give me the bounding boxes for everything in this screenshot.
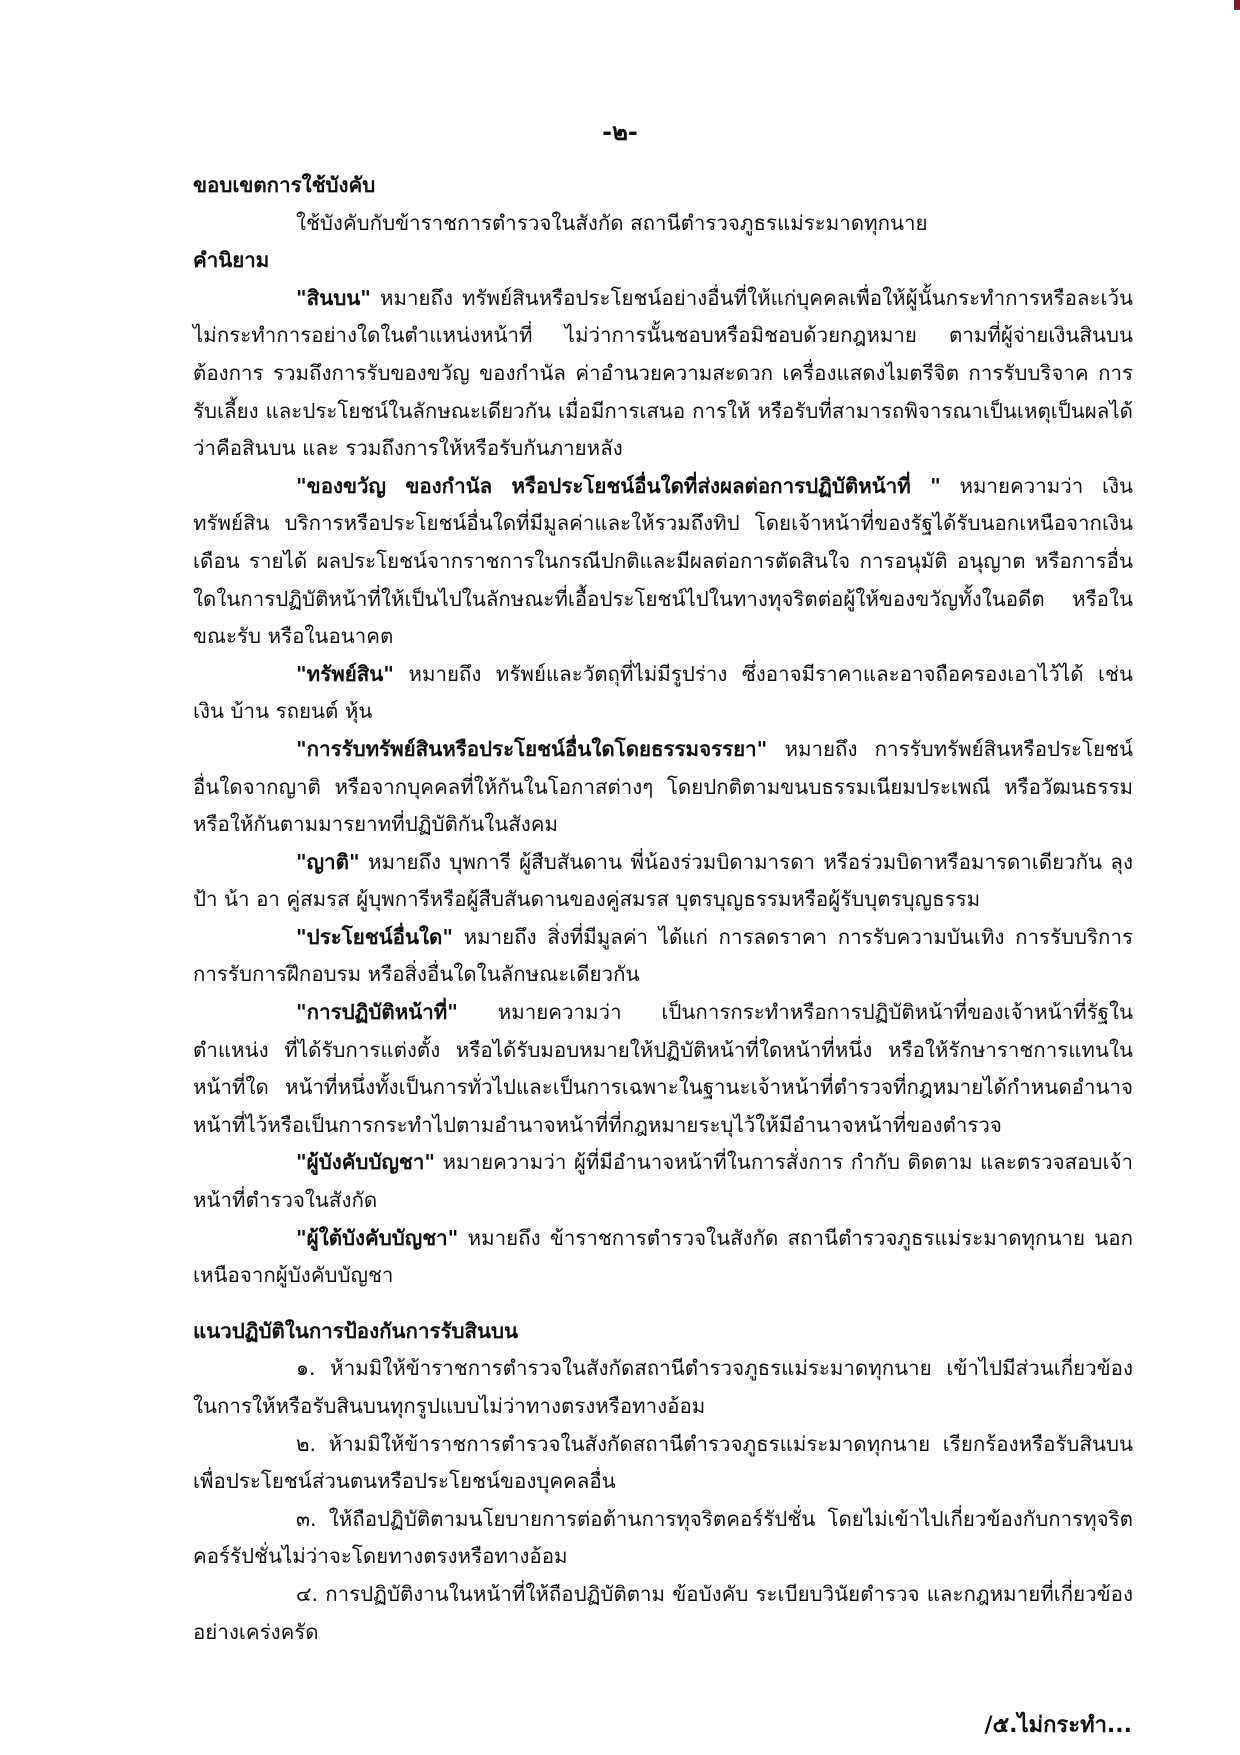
definition-item xyxy=(193,1144,1133,1219)
definition-term: "ญาติ" xyxy=(296,849,360,874)
definition-item xyxy=(193,731,1133,844)
definition-text: หมายถึง ทรัพย์และวัตถุที่ไม่มีรูปร่าง ซึ่งอาจมีราคาและอาจถือครองเอาไว้ได้ เช่น เงิน บ้าน รถยนต์ หุ้น xyxy=(193,661,1133,724)
guideline-item: ๑. ห้ามมิให้ข้าราชการตำรวจในสังกัดสถานีตำรวจภูธรแม่ระมาดทุกนาย เข้าไปมีส่วนเกี่ยวข้องในการให้หรือรับสินบนทุกรูปแบบไม่ว่าทางตรงหรือทางอ้อม xyxy=(193,1356,1133,1418)
guideline-item: ๓. ให้ถือปฏิบัติตามนโยบายการต่อต้านการทุจริตคอร์รัปชั่น โดยไม่เข้าไปเกี่ยวข้องกับการทุจริตคอร์รัปชั่นไม่ว่าจะโดยทางตรงหรือทางอ้อม xyxy=(193,1506,1133,1569)
definition-text: หมายความว่า เป็นการกระทำหรือการปฏิบัติหน้าที่ของเจ้าหน้าที่รัฐในตำแหน่ง ที่ได้รับการแต่งตั้ง หรือได้รับมอบหมายให้ปฏิบัติหน้าที่ใดหน้าที่หนึ่ง หรือให้รักษาราชการแทนในหน้าที่ใด หน้าที่หนึ่งทั้งเป็นการทั่วไปและเป็นการเฉพาะในฐานะเจ้าหน้าที่ตำรวจที่กฎหมายได้กำหนดอำนาจหน้าที่ไว้หรือเป็นการกระทำไปตามอำนาจหน้าที่ที่กฎหมายระบุไว้ให้มีอำนาจหน้าที่ของตำรวจ xyxy=(193,1000,1133,1137)
guidelines-heading: แนวปฏิบัติในการป้องกันการรับสินบน xyxy=(193,1318,519,1343)
guideline-item: ๔. การปฏิบัติงานในหน้าที่ให้ถือปฏิบัติตาม ข้อบังคับ ระเบียบวินัยตำรวจ และกฎหมายที่เกี่ยวข้องอย่างเคร่งครัด xyxy=(193,1581,1133,1644)
definition-text: หมายถึง การรับทรัพย์สินหรือประโยชน์อื่นใดจากญาติ หรือจากบุคคลที่ให้กันในโอกาสต่างๆ โดยปกติตามขนบธรรมเนียมประเพณี หรือวัฒนธรรม หรือให้กันตามมารยาทที่ปฏิบัติกันในสังคม xyxy=(193,736,1133,837)
definition-item xyxy=(193,656,1133,731)
definition-term: "ผู้บังคับบัญชา" xyxy=(296,1150,436,1175)
definition-term: "การรับทรัพย์สินหรือประโยชน์อื่นใดโดยธรรมจรรยา" xyxy=(296,736,768,761)
guideline-item: ๒. ห้ามมิให้ข้าราชการตำรวจในสังกัดสถานีตำรวจภูธรแม่ระมาดทุกนาย เรียกร้องหรือรับสินบนเพื่อประโยชน์ส่วนตนหรือประโยชน์ของบุคคลอื่น xyxy=(193,1431,1133,1494)
continuation-reference: /๕.ไม่กระทำ... xyxy=(984,1713,1132,1738)
definition-item xyxy=(193,468,1133,656)
definition-item xyxy=(193,1220,1133,1295)
corner-mark xyxy=(1234,0,1240,10)
document-body xyxy=(193,167,1133,1651)
definition-term: "ผู้ใต้บังคับบัญชา" xyxy=(296,1225,459,1250)
section-spacer xyxy=(193,1295,1133,1313)
definition-text: หมายความว่า ผู้ที่มีอำนาจหน้าที่ในการสั่งการ กำกับ ติดตาม และตรวจสอบเจ้าหน้าที่ตำรวจในสังกัด xyxy=(193,1150,1133,1213)
definition-text: หมายความว่า เงินทรัพย์สิน บริการหรือประโยชน์อื่นใดที่มีมูลค่าและให้รวมถึงทิป โดยเจ้าหน้าที่ของรัฐได้รับนอกเหนือจากเงินเดือน รายได้ ผลประโยชน์จากราชการในกรณีปกติและมีผลต่อการตัดสินใจ การอนุมัติ อนุญาต หรือการอื่นใดในการปฏิบัติหน้าที่ให้เป็นไปในลักษณะที่เอื้อประโยชน์ไปในทางทุจริตต่อผู้ให้ของขวัญทั้งในอดีต หรือในขณะรับ หรือในอนาคต xyxy=(193,473,1133,649)
definition-text: หมายถึง ทรัพย์สินหรือประโยชน์อย่างอื่นที่ให้แก่บุคคลเพื่อให้ผู้นั้นกระทำการหรือละเว้นไม่กระทำการอย่างใดในตำแหน่งหน้าที่ ไม่ว่าการนั้นชอบหรือมิชอบด้วยกฎหมาย ตามที่ผู้จ่ายเงินสินบนต้องการ รวมถึงการรับของขวัญ ของกำนัล ค่าอำนวยความสะดวก เครื่องแสดงไมตรีจิต การรับบริจาค การรับเลี้ยง และประโยชน์ในลักษณะเดียวกัน เมื่อมีการเสนอ การให้ หรือรับที่สามารถพิจารณาเป็นเหตุเป็นผลได้ว่าคือสินบน และ รวมถึงการให้หรือรับกันภายหลัง xyxy=(193,285,1133,461)
definition-term: "สินบน" xyxy=(296,285,371,310)
scope-heading: ขอบเขตการใช้บังคับ xyxy=(193,173,376,197)
definition-item xyxy=(193,994,1133,1144)
definition-text: หมายถึง บุพการี ผู้สืบสันดาน พี่น้องร่วมบิดามารดา หรือร่วมบิดาหรือมารดาเดียวกัน ลุงป้า น้า อา คู่สมรส ผู้บุพการีหรือผู้สืบสันดานของคู่สมรส บุตรบุญธรรมหรือผู้รับบุตรบุญธรรม xyxy=(193,849,1133,912)
definition-item xyxy=(193,844,1133,919)
definition-term: "ของขวัญ ของกำนัล หรือประโยชน์อื่นใดที่ส่งผลต่อการปฏิบัติหน้าที่ " xyxy=(296,473,941,498)
definition-item xyxy=(193,919,1133,994)
definition-term: "ประโยชน์อื่นใด" xyxy=(296,924,453,949)
definitions-heading: คำนิยาม xyxy=(193,248,270,273)
definition-text: หมายถึง ข้าราชการตำรวจในสังกัด สถานีตำรวจภูธรแม่ระมาดทุกนาย นอกเหนือจากผู้บังคับบัญชา xyxy=(193,1225,1133,1288)
definition-text: หมายถึง สิ่งที่มีมูลค่า ได้แก่ การลดราคา การรับความบันเทิง การรับบริการ การรับการฝึกอบรม หรือสิ่งอื่นใดในลักษณะเดียวกัน xyxy=(193,924,1133,987)
definition-item xyxy=(193,280,1133,468)
scope-text: ใช้บังคับกับข้าราชการตำรวจในสังกัด สถานีตำรวจภูธรแม่ระมาดทุกนาย xyxy=(296,210,928,235)
definition-term: "การปฏิบัติหน้าที่" xyxy=(296,1000,458,1025)
definition-term: "ทรัพย์สิน" xyxy=(296,661,394,686)
page-number: -๒- xyxy=(602,118,638,146)
